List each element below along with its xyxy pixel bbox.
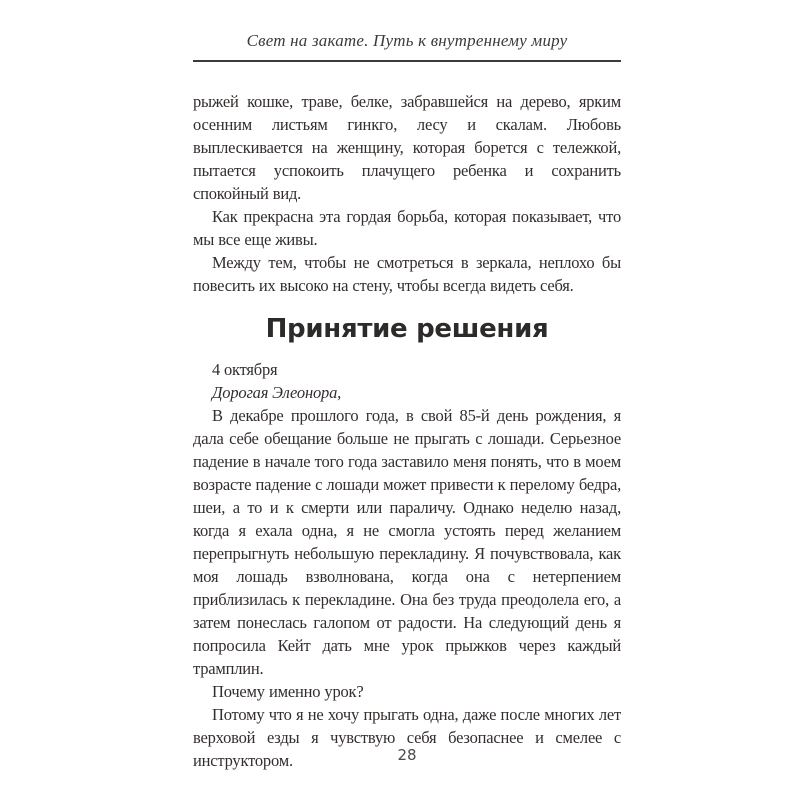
paragraph: В декабре прошлого года, в свой 85-й день рождения, я дала себе обещание больше не прыгать с лошади. Серьезное падение в начале того года заставило меня понять, что в моем возрасте падение с лошади может привести к перелому бедра, шеи, а то и к смерти или параличу. Однако неделю назад, когда я ехала одна, я не смогла устоять перед желанием перепрыгнуть небольшую перекладину. Я почувствовала, как моя лошадь взволнована, когда она с нетерпением приблизилась к перекладине. Она без труда преодолела его, а затем понеслась галопом от радости. На следующий день я попросила Кейт дать мне урок прыжков через каждый трамплин. bbox=[193, 406, 621, 678]
letter-date: 4 октября bbox=[212, 360, 278, 379]
paragraph: Между тем, чтобы не смотреться в зеркала, неплохо бы повесить их высоко на стену, чтобы всегда видеть себя. bbox=[193, 253, 621, 295]
letter-body bbox=[193, 404, 621, 772]
paragraph: Почему именно урок? bbox=[212, 682, 364, 701]
body-text bbox=[193, 90, 621, 297]
chapter-heading: Принятие решения bbox=[265, 314, 549, 344]
running-head: Свет на закате. Путь к внутреннему миру bbox=[246, 31, 568, 50]
letter-salutation: Дорогая Элеонора, bbox=[212, 383, 342, 402]
header-divider bbox=[193, 60, 621, 62]
page-number: 28 bbox=[397, 746, 417, 764]
paragraph: Как прекрасна эта гордая борьба, которая показывает, что мы все еще живы. bbox=[193, 207, 621, 249]
paragraph: Потому что я не хочу прыгать одна, даже после многих лет верховой езды я чувствую себя безопаснее и смелее с инструктором. bbox=[193, 705, 621, 770]
paragraph: рыжей кошке, траве, белке, забравшейся на дерево, ярким осенним листьям гинкго, лесу и скалам. Любовь выплескивается на женщину, которая борется с тележкой, пытается успокоить плачущего ребенка и сохранить спокойный вид. bbox=[193, 92, 621, 203]
page-column bbox=[193, 30, 621, 772]
